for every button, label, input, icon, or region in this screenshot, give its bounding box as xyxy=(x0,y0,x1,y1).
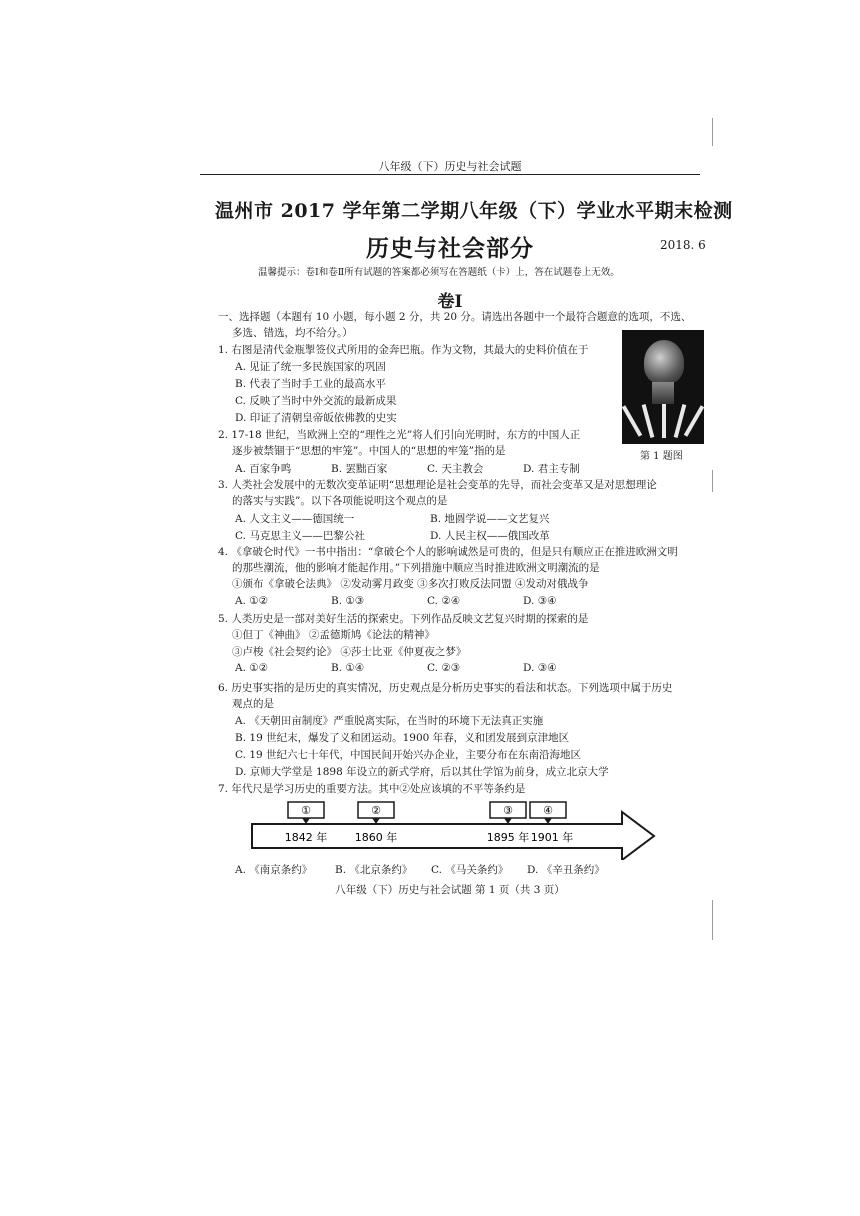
question-4-option-c: C. ②④ xyxy=(427,595,461,607)
question-6-stem: 6. 历史事实指的是历史的真实情况，历史观点是分析历史事实的看法和状态。下列选项中属于历史 xyxy=(218,682,673,694)
exam-title: 温州市 2017 学年第二学期八年级（下）学业水平期末检测 xyxy=(215,200,733,222)
question-2-options xyxy=(235,461,580,476)
section-instructions-cont: 多选、错选，均不给分。） xyxy=(232,327,353,339)
page-footer: 八年级（下）历史与社会试题 第 1 页（共 3 页） xyxy=(335,884,565,896)
timeline-marker-3 xyxy=(490,802,526,824)
question-7-option-b: B. 《北京条约》 xyxy=(335,864,413,876)
timeline-diagram xyxy=(250,800,660,860)
timeline-marker-4 xyxy=(530,802,566,824)
question-5-option-c: C. ②③ xyxy=(427,662,461,674)
question-5-option-b: B. ①④ xyxy=(331,662,365,674)
question-4-stem-cont: 的那些潮流，他的影响才能起作用。”下列措施中顺应当时推进欧洲文明潮流的是 xyxy=(232,562,600,574)
question-3-options-row-2 xyxy=(235,528,550,543)
exam-subtitle: 历史与社会部分 xyxy=(366,235,534,262)
question-1-stem: 1. 右图是清代金瓶掣签仪式所用的金奔巴瓶。作为文物，其最大的史料价值在于 xyxy=(218,344,589,356)
question-5-option-d: D. ③④ xyxy=(523,662,557,674)
question-5-items-row-1: ①但丁《神曲》 ②孟德斯鸠《论法的精神》 xyxy=(232,629,435,641)
urn-shape xyxy=(644,340,684,384)
question-2-option-d: D. 君主专制 xyxy=(523,463,580,475)
running-head: 八年级（下）历史与社会试题 xyxy=(378,160,522,173)
timeline-marker-1-label: ① xyxy=(301,804,311,817)
question-6-option-d: D. 京师大学堂是 1898 年设立的新式学府，后以其仕学馆为前身，成立北京大学 xyxy=(235,766,609,778)
question-5-options xyxy=(235,662,557,674)
timeline-year-1860: 1860 年 xyxy=(354,831,398,844)
header-rule xyxy=(200,174,700,175)
scan-edge-mark xyxy=(712,118,713,146)
question-3-options-row-1 xyxy=(235,511,549,526)
timeline-marker-4-label: ④ xyxy=(543,804,553,817)
question-1-option-d: D. 印证了清朝皇帝皈依佛教的史实 xyxy=(235,412,397,424)
question-4-option-b: B. ①③ xyxy=(331,595,365,607)
question-4-option-a: A. ①② xyxy=(235,595,269,607)
question-4-option-d: D. ③④ xyxy=(523,595,557,607)
lot-stick xyxy=(622,405,642,436)
question-7-option-a: A. 《南京条约》 xyxy=(235,864,313,876)
question-3-stem-cont: 的落实与实践”。以下各项能说明这个观点的是 xyxy=(232,495,448,507)
question-2-option-a: A. 百家争鸣 xyxy=(235,463,292,475)
question-7-stem: 7. 年代尺是学习历史的重要方法。其中②处应该填的不平等条约是 xyxy=(218,783,526,795)
question-7-option-c: C. 《马关条约》 xyxy=(431,864,509,876)
question-1-option-c: C. 反映了当时中外交流的最新成果 xyxy=(235,395,397,407)
lot-stick xyxy=(642,404,655,438)
question-4-items: ①颁布《拿破仑法典》 ②发动雾月政变 ③多次打败反法同盟 ④发动对俄战争 xyxy=(232,578,589,590)
question-2-option-b: B. 罢黜百家 xyxy=(331,463,388,475)
question-5-items-row-2: ③卢梭《社会契约论》 ④莎士比亚《仲夏夜之梦》 xyxy=(232,646,467,658)
question-5-option-a: A. ①② xyxy=(235,662,269,674)
timeline-marker-2 xyxy=(358,802,394,824)
question-3-stem: 3. 人类社会发展中的无数次变革证明“思想理论是社会变革的先导，而社会变革又是对思想理论 xyxy=(218,479,657,491)
question-6-stem-cont: 观点的是 xyxy=(232,698,274,710)
timeline-year-1901: 1901 年 xyxy=(530,831,574,844)
timeline-marker-2-label: ② xyxy=(371,804,381,817)
question-2-stem: 2. 17-18 世纪，当欧洲上空的“理性之光”将人们引向光明时，东方的中国人正 xyxy=(218,429,581,441)
urn-stand xyxy=(652,382,674,404)
question-3-option-d: D. 人民主权——俄国改革 xyxy=(430,530,550,542)
exam-notice: 温馨提示：卷Ⅰ和卷Ⅱ所有试题的答案都必须写在答题纸（卡）上，答在试题卷上无效。 xyxy=(258,267,620,278)
timeline-marker-1 xyxy=(288,802,324,824)
section-title: 卷Ⅰ xyxy=(437,292,463,312)
question-5-stem: 5. 人类历史是一部对美好生活的探索史。下列作品反映文艺复兴时期的探索的是 xyxy=(218,613,589,625)
question-3-option-c: C. 马克思主义——巴黎公社 xyxy=(235,530,365,542)
question-1-option-b: B. 代表了当时手工业的最高水平 xyxy=(235,378,386,390)
golden-urn-photo xyxy=(622,330,704,444)
scan-edge-mark xyxy=(712,900,713,940)
question-4-stem: 4. 《拿破仑时代》一书中指出：“拿破仑个人的影响诚然是可贵的，但是只有顺应正在推进欧洲文明 xyxy=(218,546,678,558)
section-instructions: 一、选择题（本题有 10 小题，每小题 2 分，共 20 分。请选出各题中一个最符合题意的选项，不选、 xyxy=(218,311,692,323)
timeline-year-1842: 1842 年 xyxy=(284,831,328,844)
question-1-option-a: A. 见证了统一多民族国家的巩固 xyxy=(235,361,386,373)
scan-edge-mark xyxy=(712,470,713,492)
question-2-stem-cont: 逐步被禁锢于“思想的牢笼”。中国人的“思想的牢笼”指的是 xyxy=(232,445,506,457)
question-3-option-b: B. 地圆学说——文艺复兴 xyxy=(430,513,550,525)
lot-stick xyxy=(684,405,704,436)
timeline-year-1895: 1895 年 xyxy=(486,831,530,844)
question-6-option-b: B. 19 世纪末，爆发了义和团运动。1900 年春，义和团发展到京津地区 xyxy=(235,732,570,744)
question-6-option-c: C. 19 世纪六七十年代，中国民间开始兴办企业，主要分布在东南沿海地区 xyxy=(235,749,582,761)
question-2-option-c: C. 天主教会 xyxy=(427,463,484,475)
question-7-options xyxy=(235,862,605,877)
question-6-option-a: A. 《天朝田亩制度》严重脱离实际，在当时的环境下无法真正实施 xyxy=(235,715,544,727)
question-4-options xyxy=(235,595,557,607)
question-3-option-a: A. 人文主义——德国统一 xyxy=(235,513,355,525)
lot-stick xyxy=(662,404,666,438)
question-7-option-d: D. 《辛丑条约》 xyxy=(527,864,605,876)
exam-date: 2018. 6 xyxy=(660,238,706,252)
figure-caption: 第 1 题图 xyxy=(640,451,683,462)
timeline-marker-3-label: ③ xyxy=(503,804,513,817)
